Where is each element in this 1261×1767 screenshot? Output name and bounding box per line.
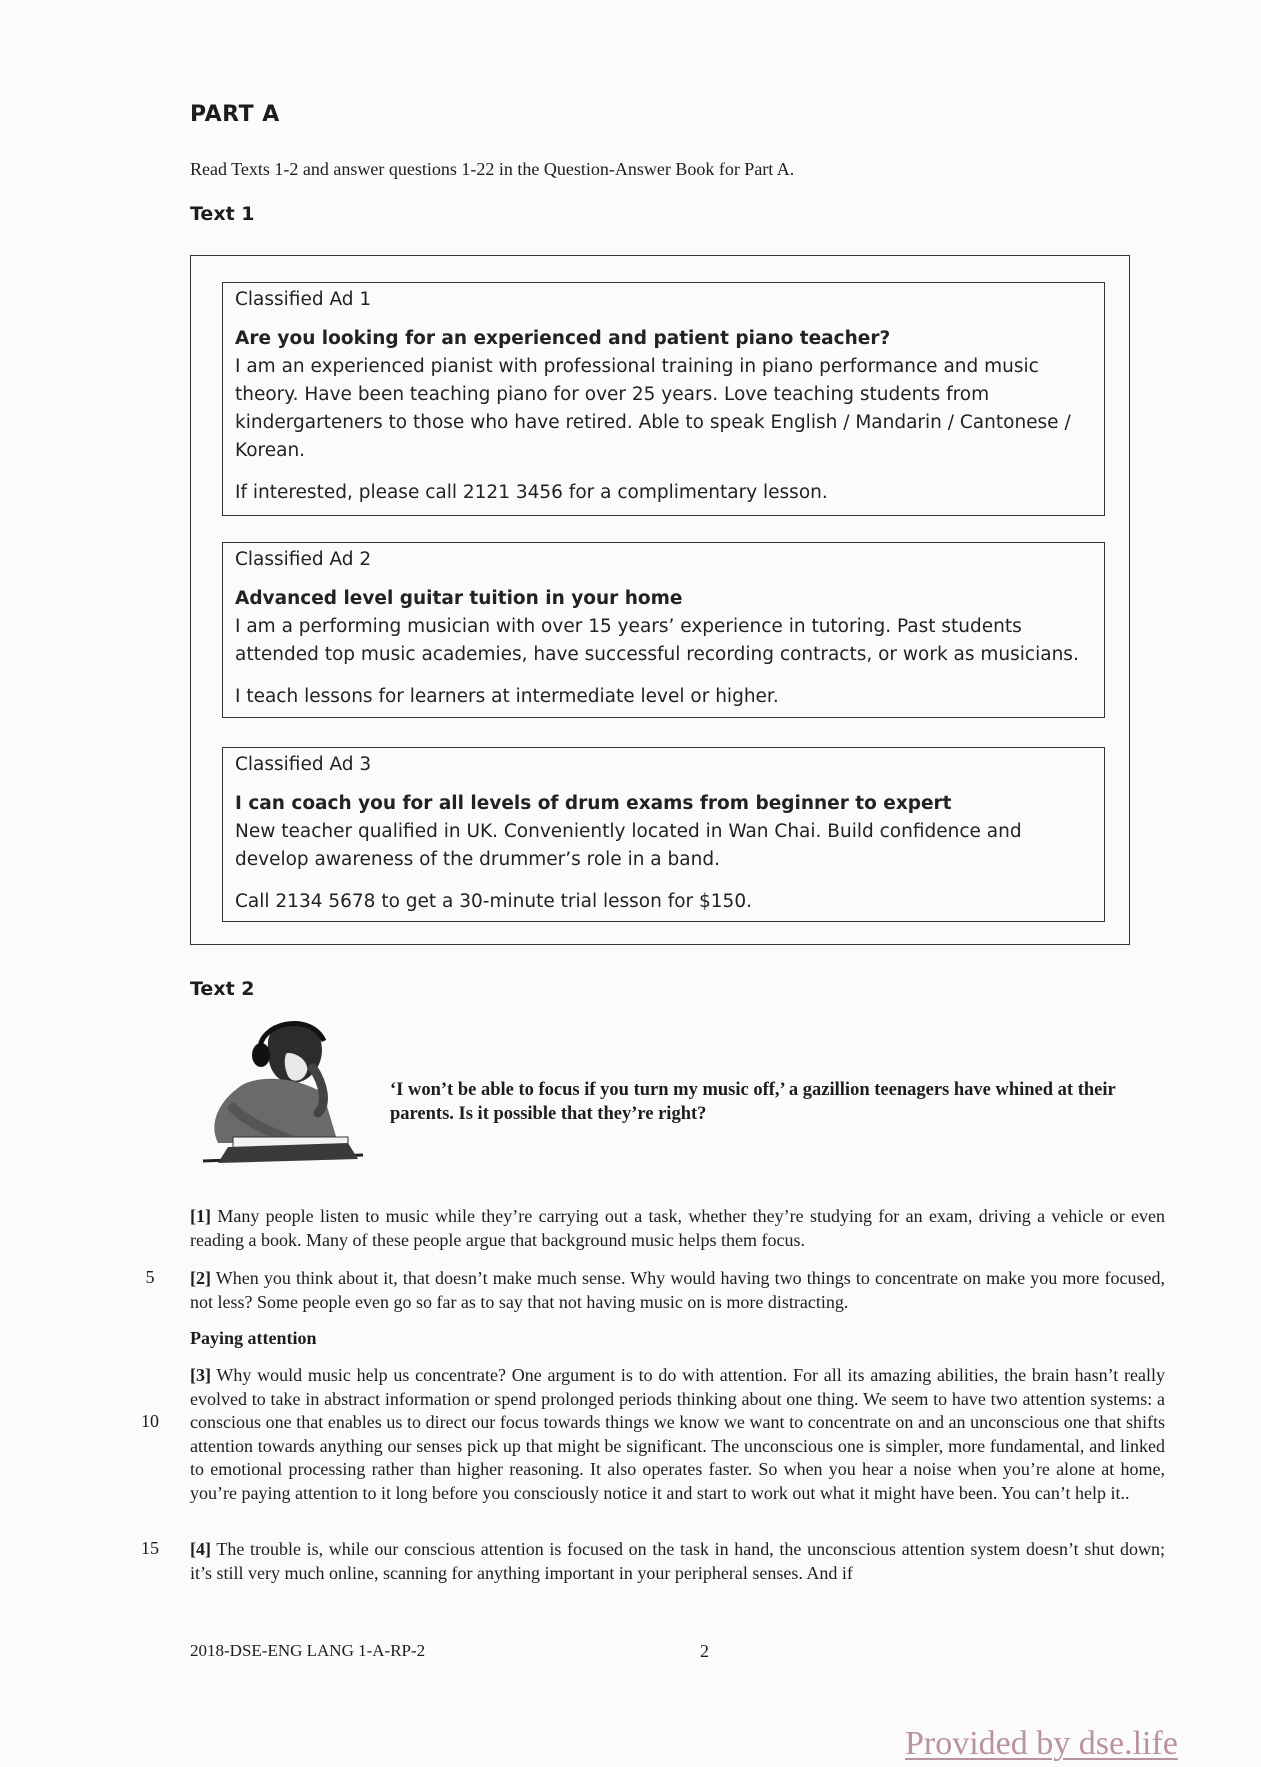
text2-pull-quote: ‘I won’t be able to focus if you turn my music off,’ a gazillion teenagers have whined at their parents. Is it possible that they’re right?	[390, 1080, 1116, 1124]
ad-contact: I teach lessons for learners at intermediate level or higher.	[235, 686, 779, 707]
paragraph-number: [3]	[190, 1365, 211, 1385]
paragraph-2	[190, 1267, 1165, 1314]
part-title: PART A	[190, 102, 280, 127]
ad-headline: Advanced level guitar tuition in your home	[235, 588, 683, 609]
text1-heading: Text 1	[190, 203, 255, 225]
watermark-link[interactable]: Provided by dse.life	[905, 1725, 1178, 1762]
classified-ad-1	[222, 282, 1105, 516]
paragraph-text: When you think about it, that doesn’t make much sense. Why would having two things to concentrate on make you more focused, not less? Some people even go so far as to say that not having music on is more distracting.	[190, 1268, 1165, 1312]
paragraph-1	[190, 1205, 1165, 1252]
section-subheading: Paying attention	[190, 1328, 317, 1348]
student-with-headphones-illustration	[198, 1013, 368, 1165]
paragraph-3	[190, 1364, 1165, 1505]
ad-body: New teacher qualified in UK. Conveniently located in Wan Chai. Build confidence and develop awareness of the drummer’s role in a band.	[235, 821, 1022, 870]
line-number: 5	[145, 1267, 155, 1287]
ad-headline: I can coach you for all levels of drum exams from beginner to expert	[235, 793, 952, 814]
ad-title: Classified Ad 1	[235, 289, 372, 310]
paragraph-4	[190, 1538, 1165, 1585]
paragraph-number: [1]	[190, 1206, 211, 1226]
classified-ad-2	[222, 542, 1105, 718]
ad-title: Classified Ad 3	[235, 754, 372, 775]
text2-heading: Text 2	[190, 978, 255, 1000]
paragraph-text: The trouble is, while our conscious attention is focused on the task in hand, the unconscious attention system doesn’t shut down; it’s still very much online, scanning for anything important in your peripheral senses. And if	[190, 1539, 1165, 1583]
ad-title: Classified Ad 2	[235, 549, 372, 570]
line-number: 10	[141, 1411, 159, 1431]
ad-body: I am an experienced pianist with professional training in piano performance and music theory. Have been teaching piano for over 25 years. Love teaching students from kindergarteners to those who have retired. Able to speak English / Mandarin / Cantonese / Korean.	[235, 356, 1071, 461]
paragraph-number: [2]	[190, 1268, 211, 1288]
ad-contact: Call 2134 5678 to get a 30-minute trial lesson for $150.	[235, 891, 752, 912]
classified-ad-3	[222, 747, 1105, 922]
paper-code: 2018-DSE-ENG LANG 1-A-RP-2	[190, 1641, 426, 1660]
instructions: Read Texts 1-2 and answer questions 1-22 in the Question-Answer Book for Part A.	[190, 159, 795, 179]
paragraph-text: Many people listen to music while they’re carrying out a task, whether they’re studying for an exam, driving a vehicle or even reading a book. Many of these people argue that background music helps them focus.	[190, 1206, 1166, 1250]
paragraph-number: [4]	[190, 1539, 211, 1559]
line-number: 15	[141, 1538, 159, 1558]
page-number: 2	[700, 1641, 709, 1661]
ad-body: I am a performing musician with over 15 years’ experience in tutoring. Past students attended top music academies, have successful recording contracts, or work as musicians.	[235, 616, 1079, 665]
ad-headline: Are you looking for an experienced and patient piano teacher?	[235, 328, 891, 349]
paragraph-text: Why would music help us concentrate? One argument is to do with attention. For all its amazing abilities, the brain hasn’t really evolved to take in abstract information or spend prolonged periods thinking about one thing. We seem to have two attention systems: a conscious one that enables us to direct our focus towards things we know we want to concentrate on and an unconscious one that shifts attention towards anything our senses pick up that might be significant. The unconscious one is simpler, more fundamental, and linked to emotional processing rather than higher reasoning. It also operates faster. So when you hear a noise when you’re alone at home, you’re paying attention to it long before you consciously notice it and start to work out what it might have been. You can’t help it..	[190, 1365, 1165, 1503]
ad-contact: If interested, please call 2121 3456 for a complimentary lesson.	[235, 482, 828, 503]
